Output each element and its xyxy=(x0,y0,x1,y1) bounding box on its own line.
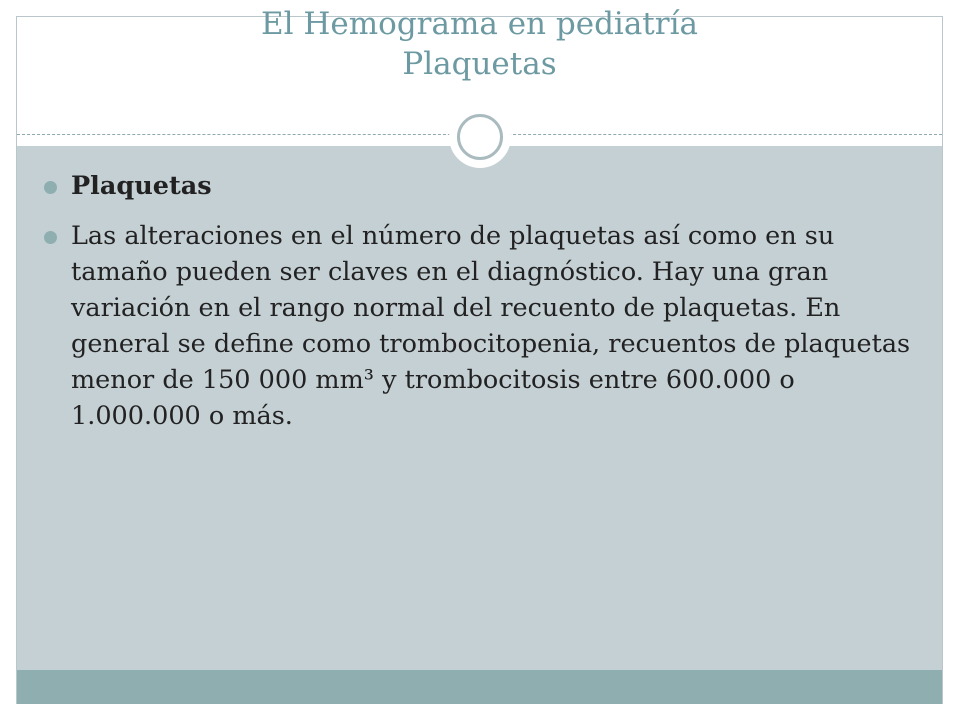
bullet-dot-icon xyxy=(44,181,57,194)
bullet-list xyxy=(44,168,924,448)
slide-title xyxy=(17,0,942,118)
slide-title-line-2: Plaquetas xyxy=(402,46,557,82)
bullet-item-body xyxy=(44,218,924,434)
bullet-dot-icon xyxy=(44,231,57,244)
ring-icon xyxy=(457,114,503,160)
circle-ornament-icon xyxy=(449,106,511,168)
bullet-item-heading xyxy=(44,168,924,204)
bullet-text: Las alteraciones en el número de plaquetas así como en su tamaño pueden ser claves en el diagnóstico. Hay una gran variación en el rango normal del recuento de plaquetas. En general se define como trombocitopenia, recuentos de plaquetas menor de 150 000 mm³ y trombocitosis entre 600.000 o 1.000.000 o más. xyxy=(71,221,911,431)
slide-title-line-1: El Hemograma en pediatría xyxy=(261,6,698,42)
footer-band xyxy=(17,670,942,704)
bullet-text: Plaquetas xyxy=(71,171,212,201)
